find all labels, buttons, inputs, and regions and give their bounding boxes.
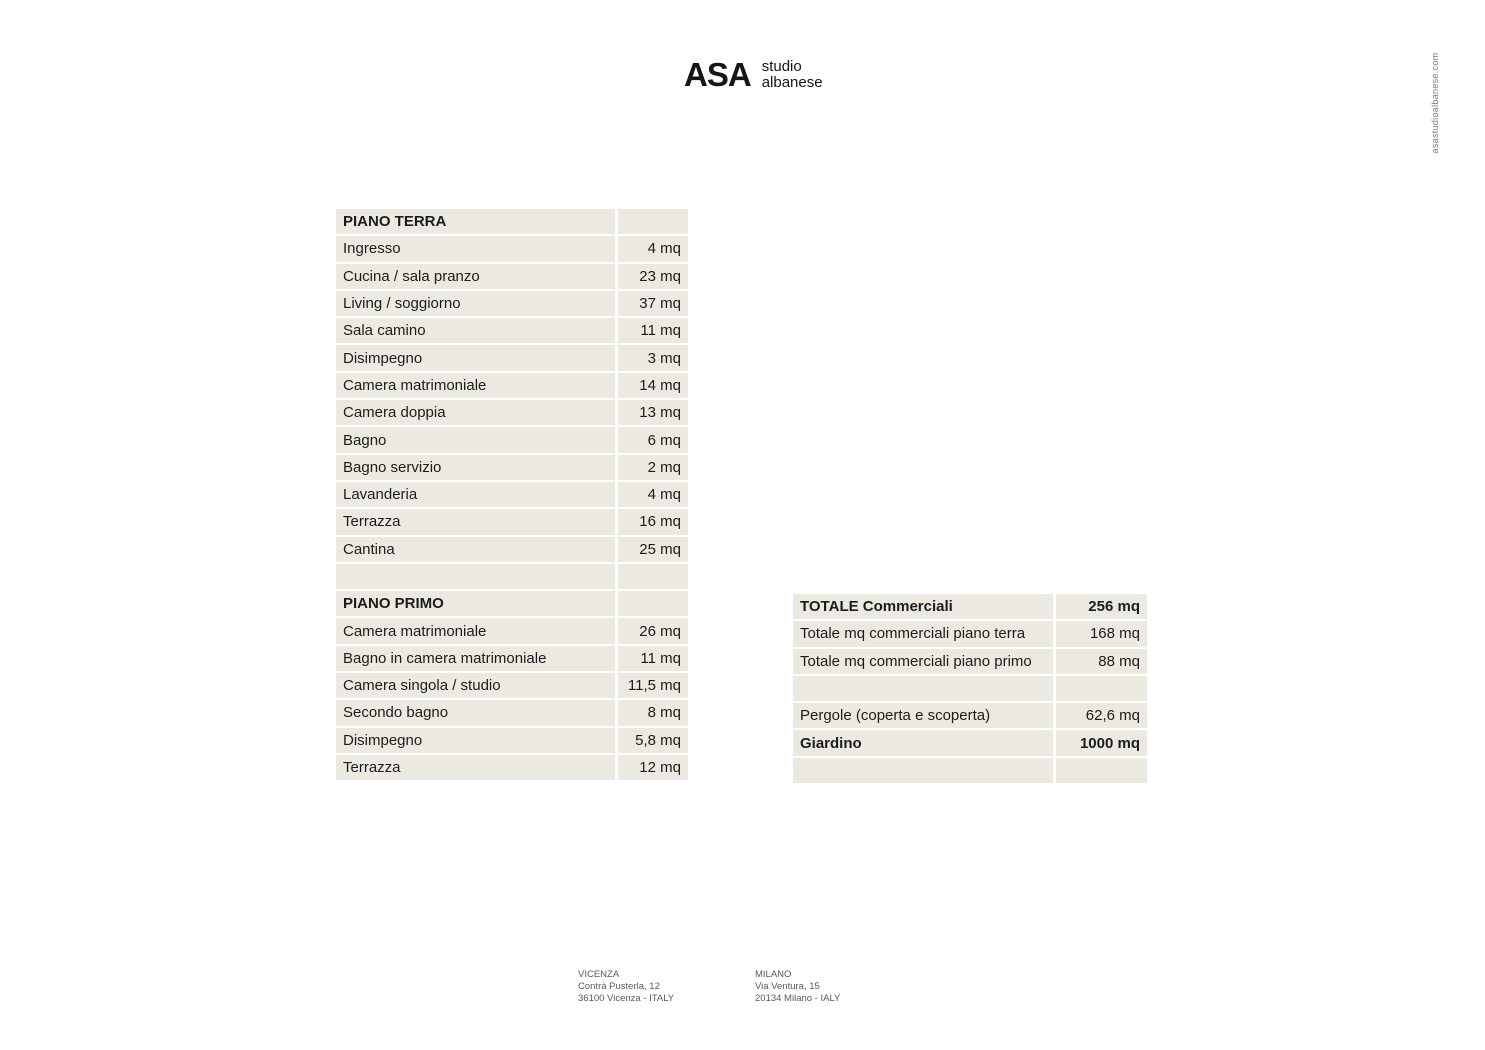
row-label: Totale mq commerciali piano primo [793, 649, 1053, 676]
table-row [336, 646, 688, 673]
row-area-value [1053, 676, 1147, 703]
row-label: Sala camino [336, 318, 615, 345]
row-label: Cucina / sala pranzo [336, 264, 615, 291]
row-area-value [615, 591, 688, 618]
row-area-value: 8 mq [615, 700, 688, 727]
logo-studio-line2: albanese [761, 73, 823, 91]
table-row [336, 537, 688, 564]
row-label: Bagno in camera matrimoniale [336, 646, 615, 673]
table-row [793, 594, 1147, 621]
row-label: Bagno [336, 427, 615, 454]
row-area-value: 62,6 mq [1053, 703, 1147, 730]
row-label: PIANO TERRA [336, 209, 615, 236]
row-label: Secondo bagno [336, 700, 615, 727]
logo-studio-text [762, 59, 823, 91]
office-zip-country: 20134 Milano - IALY [755, 993, 841, 1004]
office-street: Via Ventura, 15 [755, 981, 820, 992]
row-area-value: 5,8 mq [615, 728, 688, 755]
table-row [336, 291, 688, 318]
row-label: Camera singola / studio [336, 673, 615, 700]
row-label: Bagno servizio [336, 455, 615, 482]
row-label: Ingresso [336, 236, 615, 263]
row-area-value: 3 mq [615, 345, 688, 372]
row-label: Totale mq commerciali piano terra [793, 621, 1053, 648]
table-row [793, 703, 1147, 730]
office-city: MILANO [755, 969, 792, 980]
table-row [336, 373, 688, 400]
row-label: Lavanderia [336, 482, 615, 509]
table-row [336, 264, 688, 291]
row-label: Disimpegno [336, 728, 615, 755]
totals-table [793, 594, 1147, 785]
table-row [336, 455, 688, 482]
table-row [336, 400, 688, 427]
logo-mark: ASA [684, 56, 751, 93]
row-area-value: 12 mq [615, 755, 688, 782]
office-zip-country: 36100 Vicenza - ITALY [578, 993, 675, 1004]
table-row [793, 621, 1147, 648]
floor-areas-table [336, 209, 688, 782]
row-label: Cantina [336, 537, 615, 564]
table-row [793, 676, 1147, 703]
table-row [793, 730, 1147, 757]
table-row [336, 591, 688, 618]
table-row [336, 700, 688, 727]
row-label: Camera doppia [336, 400, 615, 427]
row-label: PIANO PRIMO [336, 591, 615, 618]
row-label: TOTALE Commerciali [793, 594, 1053, 621]
row-area-value: 1000 mq [1053, 730, 1147, 757]
website-vertical-text: asastudioalbanese.com [1430, 52, 1440, 154]
table-row [793, 758, 1147, 785]
row-area-value [1053, 758, 1147, 785]
table-row [793, 649, 1147, 676]
row-area-value [615, 564, 688, 591]
row-area-value: 13 mq [615, 400, 688, 427]
row-area-value: 23 mq [615, 264, 688, 291]
row-area-value: 256 mq [1053, 594, 1147, 621]
table-row [336, 427, 688, 454]
footer-office-vicenza [578, 969, 674, 1005]
table-row [336, 618, 688, 645]
footer-office-milano [755, 969, 840, 1005]
row-area-value: 88 mq [1053, 649, 1147, 676]
asa-studio-albanese-logo [684, 58, 823, 91]
row-area-value: 6 mq [615, 427, 688, 454]
row-area-value: 26 mq [615, 618, 688, 645]
table-row [336, 482, 688, 509]
row-area-value: 168 mq [1053, 621, 1147, 648]
row-label [793, 676, 1053, 703]
row-label: Disimpegno [336, 345, 615, 372]
table-row [336, 236, 688, 263]
table-row [336, 509, 688, 536]
row-label: Terrazza [336, 755, 615, 782]
row-label: Giardino [793, 730, 1053, 757]
row-area-value: 11,5 mq [615, 673, 688, 700]
row-label [793, 758, 1053, 785]
row-area-value: 25 mq [615, 537, 688, 564]
row-area-value: 4 mq [615, 236, 688, 263]
row-label: Camera matrimoniale [336, 618, 615, 645]
row-area-value: 11 mq [615, 646, 688, 673]
table-row [336, 755, 688, 782]
row-area-value: 11 mq [615, 318, 688, 345]
logo-studio-line1: studio [761, 57, 802, 75]
row-label: Living / soggiorno [336, 291, 615, 318]
row-label [336, 564, 615, 591]
row-label: Pergole (coperta e scoperta) [793, 703, 1053, 730]
table-row [336, 345, 688, 372]
row-label: Camera matrimoniale [336, 373, 615, 400]
row-area-value: 2 mq [615, 455, 688, 482]
floor-areas-table-wrap [336, 209, 688, 782]
row-area-value: 16 mq [615, 509, 688, 536]
table-row [336, 209, 688, 236]
row-area-value: 37 mq [615, 291, 688, 318]
table-row [336, 318, 688, 345]
totals-table-wrap [793, 594, 1147, 785]
row-label: Terrazza [336, 509, 615, 536]
office-street: Contrà Pusterla, 12 [578, 981, 660, 992]
table-row [336, 673, 688, 700]
row-area-value: 14 mq [615, 373, 688, 400]
table-row [336, 728, 688, 755]
row-area-value [615, 209, 688, 236]
row-area-value: 4 mq [615, 482, 688, 509]
office-city: VICENZA [578, 969, 620, 980]
table-row [336, 564, 688, 591]
